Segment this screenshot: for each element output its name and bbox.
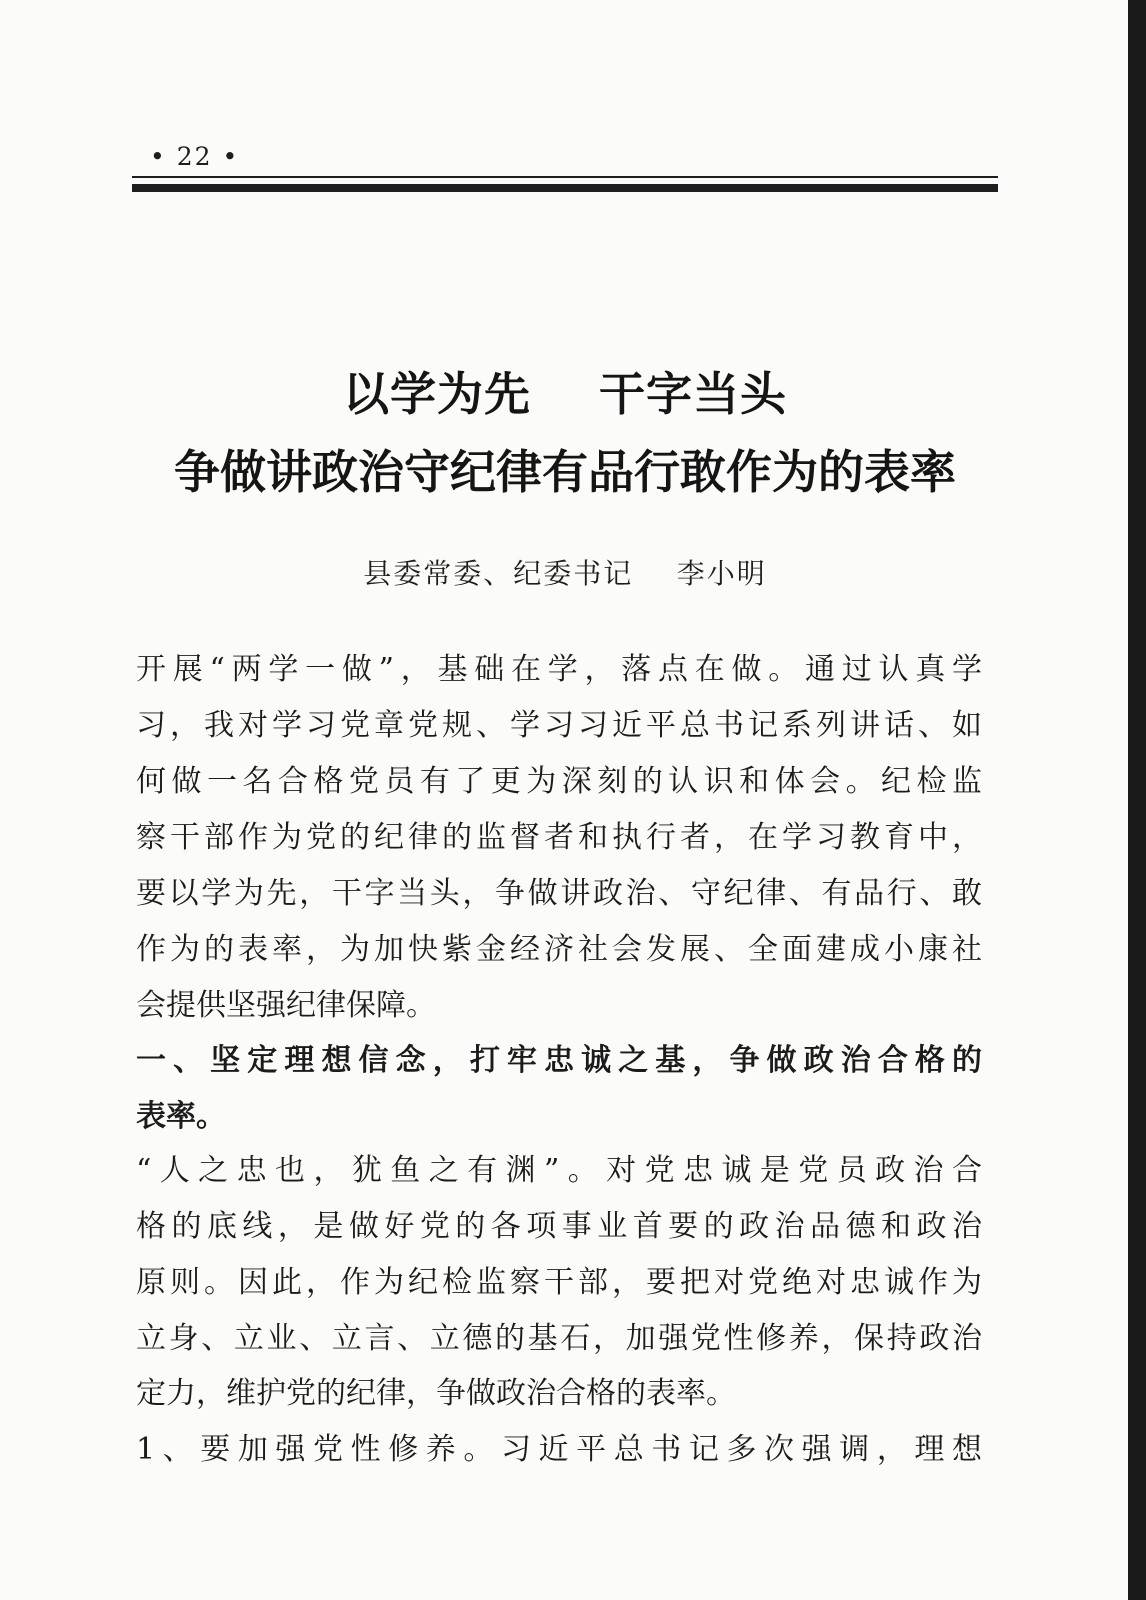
header-rule-thin xyxy=(132,176,998,178)
body-line: 察干部作为党的纪律的监督者和执行者，在学习教育中， xyxy=(136,820,982,855)
article-byline: 县委常委、纪委书记 李小明 xyxy=(363,557,767,590)
section-heading-line: 一、坚定理想信念，打牢忠诚之基，争做政治合格的 xyxy=(136,1043,982,1078)
section-heading-line: 表率。 xyxy=(136,1099,226,1134)
body-line: 要以学为先，干字当头，争做讲政治、守纪律、有品行、敢 xyxy=(136,876,982,911)
body-line: 原则。因此，作为纪检监察干部，要把对党绝对忠诚作为 xyxy=(136,1265,982,1300)
body-line: 开展“两学一做”，基础在学，落点在做。通过认真学 xyxy=(136,652,982,687)
article-title-line-2: 争做讲政治守纪律有品行敢作为的表率 xyxy=(174,445,956,499)
body-line: 习，我对学习党章党规、学习习近平总书记系列讲话、如 xyxy=(136,708,982,743)
header-rule-thick xyxy=(132,184,998,192)
scan-edge xyxy=(1128,0,1146,1600)
article-title-line-1: 以学为先 干字当头 xyxy=(342,367,788,421)
page-number: • 22 • xyxy=(150,142,240,171)
body-line: 定力，维护党的纪律，争做政治合格的表率。 xyxy=(136,1376,736,1411)
body-line: 立身、立业、立言、立德的基石，加强党性修养，保持政治 xyxy=(136,1321,982,1356)
body-line: 何做一名合格党员有了更为深刻的认识和体会。纪检监 xyxy=(136,764,982,799)
body-line: 会提供坚强纪律保障。 xyxy=(136,988,436,1023)
body-line: “人之忠也，犹鱼之有渊”。对党忠诚是党员政治合 xyxy=(136,1153,982,1188)
body-line: 作为的表率，为加快紫金经济社会发展、全面建成小康社 xyxy=(136,932,982,967)
body-line: 格的底线，是做好党的各项事业首要的政治品德和政治 xyxy=(136,1209,982,1244)
body-line: 1、要加强党性修养。习近平总书记多次强调，理想 xyxy=(136,1432,982,1467)
